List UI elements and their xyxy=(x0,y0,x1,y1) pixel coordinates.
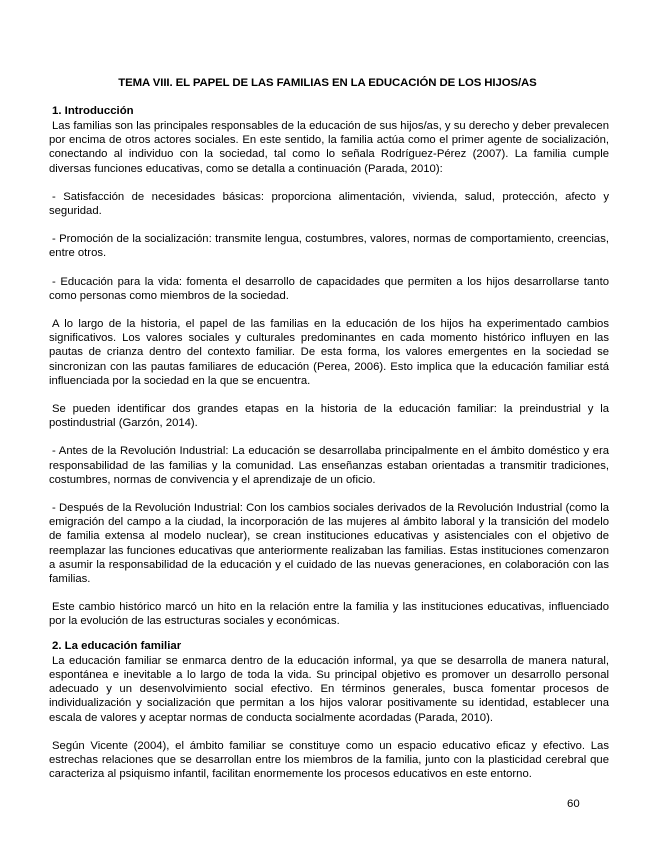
page-number: 60 xyxy=(567,798,580,810)
section-heading-introduccion: 1. Introducción xyxy=(52,105,134,117)
paragraph: A lo largo de la historia, el papel de las familias en la educación de los hijos ha experimentado cambios significativos. Los valores sociales y culturales predominantes en cada momento histórico influyen en las pautas de crianza dentro del contexto familiar. De esta forma, los valores emergentes en la sociedad se sincronizan con las pautas familiares de educación (Perea, 2006). Esto implica que la educación familiar está influenciada por la sociedad en la que se encuentra. xyxy=(49,318,609,387)
paragraph: La educación familiar se enmarca dentro de la educación informal, ya que se desarrolla de manera natural, espontánea e inevitable a lo largo de toda la vida. Su principal objetivo es promover un desarrollo personal adecuado y un desenvolvimiento social efectivo. En términos generales, busca fomentar procesos de individualización y socialización que permitan a los hijos valorar positivamente su identidad, establecer una escala de valores y aceptar normas de conducta socialmente acordadas (Parada, 2010). xyxy=(49,654,609,724)
list-item: - Satisfacción de necesidades básicas: proporciona alimentación, vivienda, salud, protección, afecto y seguridad. xyxy=(49,190,609,218)
document-body xyxy=(49,104,609,781)
section-heading-educacion-familiar: 2. La educación familiar xyxy=(52,639,182,652)
paragraph: Se pueden identificar dos grandes etapas en la historia de la educación familiar: la preindustrial y la postindustrial (Garzón, 2014). xyxy=(49,403,609,430)
list-item: - Antes de la Revolución Industrial: La educación se desarrollaba principalmente en el ámbito doméstico y era responsabilidad de las familias y la comunidad. Las enseñanzas estaban orientadas a transmitir tradiciones, costumbres, normas de convivencia y el aprendizaje de un oficio. xyxy=(49,445,609,486)
paragraph: Las familias son las principales responsables de la educación de sus hijos/as, y su derecho y deber prevalecen por encima de otros actores sociales. En este sentido, la familia actúa como el primer agente de socialización, conectando al individuo con la sociedad, tal como lo señala Rodríguez-Pérez (2007). La familia cumple diversas funciones educativas, como se detalla a continuación (Parada, 2010): xyxy=(49,120,609,175)
list-item: - Educación para la vida: fomenta el desarrollo de capacidades que permiten a los hijos desarrollarse tanto como personas como miembros de la sociedad. xyxy=(49,275,609,302)
list-item: - Después de la Revolución Industrial: Con los cambios sociales derivados de la Revolución Industrial (como la emigración del campo a la ciudad, la incorporación de las mujeres al ámbito laboral y la transición del modelo de familia extensa al modelo nuclear), se crean instituciones educativas y asistenciales con el objetivo de reemplazar las funciones educativas que anteriormente realizaban las familias. Estas instituciones comenzaron a asumir la responsabilidad de la educación y el cuidado de las nuevas generaciones, en colaboración con las familias. xyxy=(49,502,609,586)
list-item: - Promoción de la socialización: transmite lengua, costumbres, valores, normas de comportamiento, creencias, entre otros. xyxy=(49,233,609,260)
page-title: TEMA VIII. EL PAPEL DE LAS FAMILIAS EN LA EDUCACIÓN DE LOS HIJOS/AS xyxy=(118,77,537,89)
paragraph: Según Vicente (2004), el ámbito familiar se constituye como un espacio educativo eficaz y efectivo. Las estrechas relaciones que se desarrollan entre los miembros de la familia, junto con la plasticidad cerebral que caracteriza al psiquismo infantil, facilitan enormemente los procesos educativos en este entorno. xyxy=(49,739,609,781)
paragraph: Este cambio histórico marcó un hito en la relación entre la familia y las instituciones educativas, influenciado por la evolución de las estructuras sociales y económicas. xyxy=(49,601,609,628)
